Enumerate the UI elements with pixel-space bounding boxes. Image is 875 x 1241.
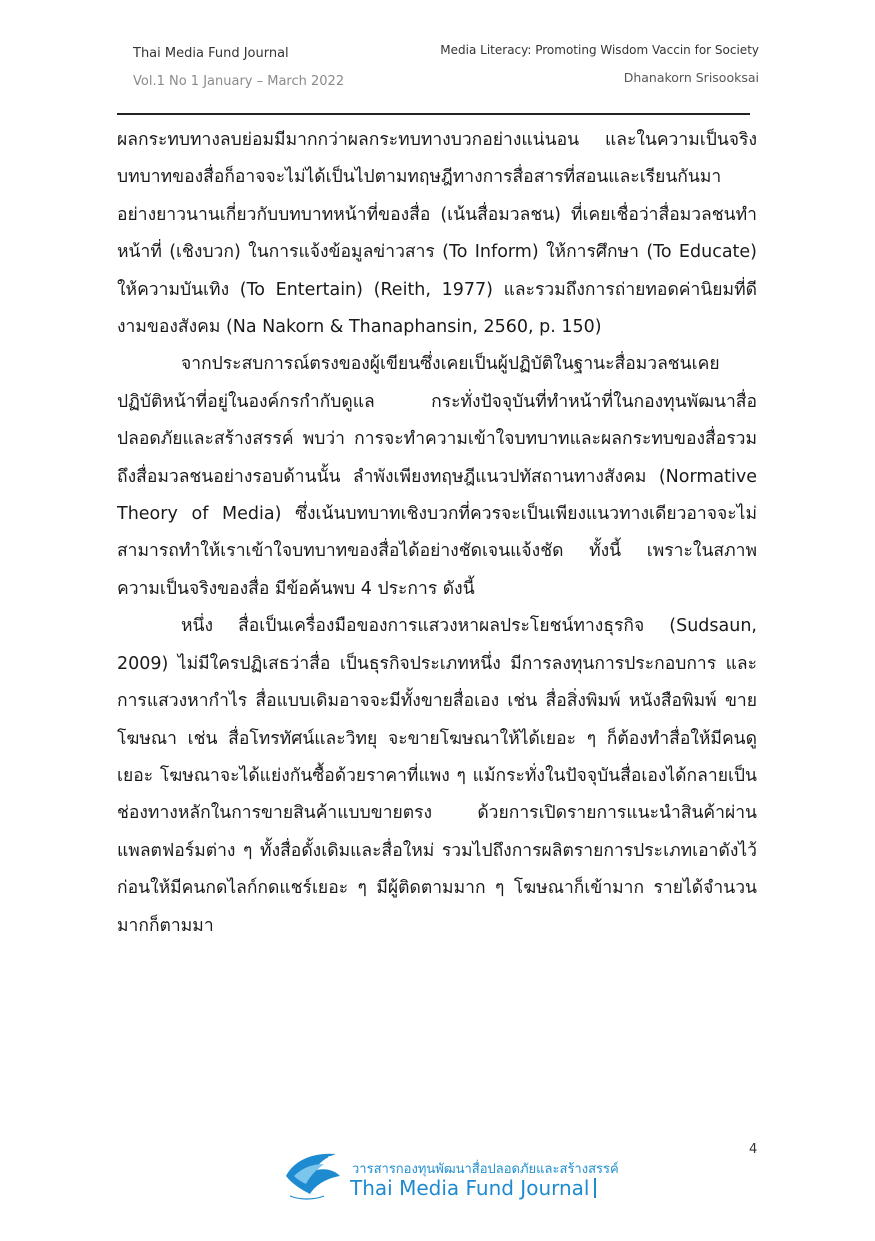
header-left (133, 40, 344, 96)
logo-english-text: Thai Media Fund Journal (350, 1176, 590, 1200)
paragraph-1: ผลกระทบทางลบย่อมมีมากกว่าผลกระทบทางบวกอย่างแน่นอน และในความเป็นจริงบทบาทของสื่อก็อาจจะไม่ได้เป็นไปตามทฤษฎีทางการสื่อสารที่สอนและเรียนกันมาอย่างยาวนานเกี่ยวกับบทบาทหน้าที่ของสื่อ (เน้นสื่อมวลชน) ที่เคยเชื่อว่าสื่อมวลชนทำหน้าที่ (เชิงบวก) ในการแจ้งข้อมูลข่าวสาร (To Inform) ให้การศึกษา (To Educate) ให้ความบันเทิง (To Entertain) (Reith, 1977) และรวมถึงการถ่ายทอดค่านิยมที่ดีงามของสังคม (Na Nakorn & Thanaphansin, 2560, p. 150) (117, 130, 757, 338)
article-title: Media Literacy: Promoting Wisdom Vaccin for Society (440, 43, 759, 57)
header-right (440, 36, 759, 92)
footer-logo (280, 1146, 619, 1206)
page-number: 4 (749, 1142, 758, 1157)
volume-info: Vol.1 No 1 January – March 2022 (133, 74, 345, 89)
logo-bar (594, 1178, 596, 1198)
article-body (117, 122, 757, 945)
paragraph-3: หนึ่ง สื่อเป็นเครื่องมือของการแสวงหาผลประโยชน์ทางธุรกิจ (Sudsaun, 2009) ไม่มีใครปฏิเสธว่าสื่อ เป็นธุรกิจประเภทหนึ่ง มีการลงทุนการประกอบการ และการแสวงหากำไร สื่อแบบเดิมอาจจะมีทั้งขายสื่อเอง เช่น สื่อสิ่งพิมพ์ หนังสือพิมพ์ ขายโฆษณา เช่น สื่อโทรทัศน์และวิทยุ จะขายโฆษณาให้ได้เยอะ ๆ ก็ต้องทำสื่อให้มีคนดูเยอะ โฆษณาจะได้แย่งกันซื้อด้วยราคาที่แพง ๆ แม้กระทั่งในปัจจุบันสื่อเองได้กลายเป็นช่องทางหลักในการขายสินค้าแบบขายตรง ด้วยการเปิดรายการแนะนำสินค้าผ่านแพลตฟอร์มต่าง ๆ ทั้งสื่อดั้งเดิมและสื่อใหม่ รวมไปถึงการผลิตรายการประเภทเอาดังไว้ก่อนให้มีคนกดไลก์กดแชร์เยอะ ๆ มีผู้ติดตามมาก ๆ โฆษณาก็เข้ามาก รายได้จำนวนมากก็ตามมา (117, 616, 757, 936)
paragraph-2: จากประสบการณ์ตรงของผู้เขียนซึ่งเคยเป็นผู้ปฏิบัติในฐานะสื่อมวลชนเคยปฏิบัติหน้าที่อยู่ในองค์กรกำกับดูแล กระทั่งปัจจุบันที่ทำหน้าที่ในกองทุนพัฒนาสื่อปลอดภัยและสร้างสรรค์ พบว่า การจะทำความเข้าใจบทบาทและผลกระทบของสื่อรวมถึงสื่อมวลชนอย่างรอบด้านนั้น ลำพังเพียงทฤษฎีแนวปทัสถานทางสังคม (Normative Theory of Media) ซึ่งเน้นบทบาทเชิงบวกที่ควรจะเป็นเพียงแนวทางเดียวอาจจะไม่สามารถทำให้เราเข้าใจบทบาทของสื่อได้อย่างชัดเจนแจ้งชัด ทั้งนี้ เพราะในสภาพความเป็นจริงของสื่อ มีข้อค้นพบ 4 ประการ ดังนี้ (117, 354, 757, 599)
bird-logo-icon (280, 1146, 346, 1206)
logo-thai-text: วารสารกองทุนพัฒนาสื่อปลอดภัยและสร้างสรรค์ (352, 1162, 619, 1177)
journal-name: Thai Media Fund Journal (133, 46, 289, 61)
header-divider (117, 113, 750, 115)
author-name: Dhanakorn Srisooksai (623, 70, 759, 85)
